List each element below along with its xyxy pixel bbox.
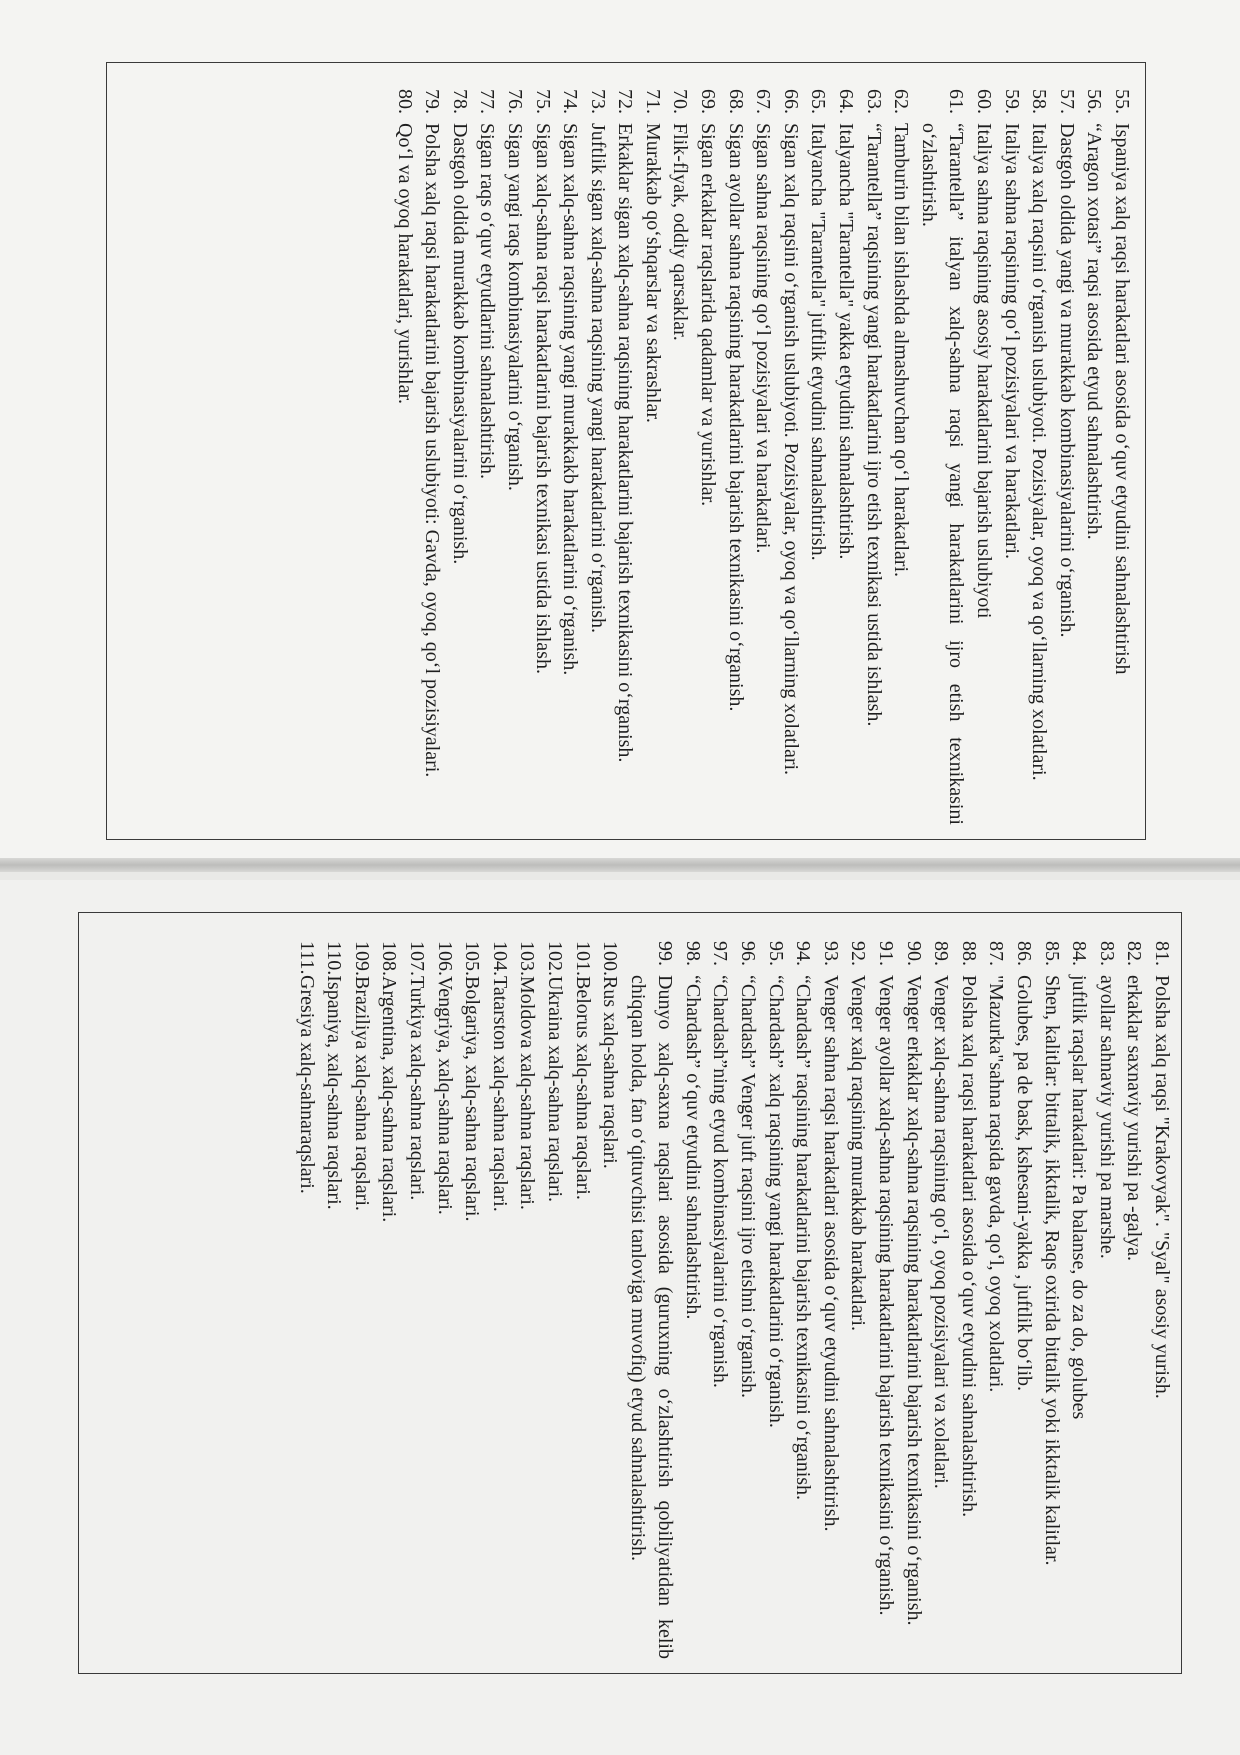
list-item: [982, 941, 1010, 1659]
item-number: 56.: [1083, 89, 1106, 114]
item-number: 71.: [641, 89, 664, 114]
item-text: Sigan raqs o‘quv etyudlarini sahnalashtirish.: [476, 123, 499, 480]
item-text: Ukraina xalq-sahna raqslari.: [543, 976, 566, 1203]
item-text: ayollar sahnaviy yurishi pa marshe.: [1095, 975, 1118, 1259]
list-item: [859, 89, 887, 825]
list-item: [583, 89, 611, 825]
item-number: 95.: [764, 941, 787, 966]
item-number: 102.: [543, 941, 566, 976]
item-text: Venger erkaklar xalq-sahna raqsining harakatlarini bajarish texnikasini o‘rganish.: [902, 975, 925, 1626]
item-text: Bolgariya, xalq-sahna raqslari.: [461, 976, 484, 1222]
list-item: [485, 941, 513, 1659]
item-number: 64.: [835, 89, 858, 114]
list-item: [623, 941, 678, 1659]
list-item: [1025, 89, 1053, 825]
item-number: 108.: [378, 941, 401, 976]
list-item: [914, 89, 969, 825]
item-number: 63.: [862, 89, 885, 114]
item-text: Argentina, xalq-sahna raqslari.: [378, 976, 401, 1223]
item-number: 93.: [819, 941, 842, 966]
item-text: Venger sahna raqsi harakatlari asosida o‘quv etyudini sahnalashtirish.: [819, 975, 842, 1532]
item-text: Sigan yangi raqs kombinasiyalarini o‘rganish.: [503, 123, 526, 491]
item-number: 61.: [945, 89, 968, 114]
list-item: [292, 941, 320, 1659]
list-item: [445, 89, 473, 825]
list-item: [1120, 941, 1148, 1659]
item-text: Golubes, pa de bask, kshesani-yakka , juftlik bo‘lib.: [1013, 975, 1036, 1392]
list-item: [611, 89, 639, 825]
item-number: 98.: [681, 941, 704, 966]
list-item: [899, 941, 927, 1659]
item-number: 85.: [1040, 941, 1063, 966]
item-number: 65.: [807, 89, 830, 114]
item-text: Belorus xalq-sahna raqslari.: [571, 976, 594, 1200]
item-number: 94.: [792, 941, 815, 966]
item-number: 80.: [393, 89, 416, 114]
item-text: “Chardash” Venger juft raqsini ijro etishni o‘rganish.: [737, 975, 760, 1399]
list-item: [761, 941, 789, 1659]
item-text: Braziliya xalq-sahna raqslari.: [350, 976, 373, 1211]
list-item: [734, 941, 762, 1659]
item-text: Ispaniya, xalq-sahna raqslari.: [323, 975, 346, 1210]
item-text: Polsha xalq raqsi harakatlarini bajarish uslubiyoti: Gavda, oyoq, qo‘l pozisiyalari.: [421, 123, 444, 778]
list-item: [320, 941, 348, 1659]
item-number: 103.: [516, 941, 539, 976]
item-text: Sigan xalq-sahna raqsi harakatlarini bajarish texnikasi ustida ishlash.: [531, 123, 554, 674]
item-number: 109.: [350, 941, 373, 976]
item-number: 57.: [1055, 89, 1078, 114]
list-item: [706, 941, 734, 1659]
item-text: Dastgoh oldida murakkab kombinasiyalarini o‘rganish.: [448, 123, 471, 565]
item-text: "Mazurka"sahna raqsida gavda, qo‘l, oyoq xolatlari.: [985, 975, 1008, 1393]
item-text: Vengriya, xalq-sahna raqslari.: [433, 976, 456, 1215]
list-item: [997, 89, 1025, 825]
item-number: 87.: [985, 941, 1008, 966]
item-number: 88.: [957, 941, 980, 966]
list-item: [638, 89, 666, 825]
item-number: 107.: [405, 941, 428, 976]
item-text: Murakkab qo‘shqarslar va sakrashlar.: [641, 123, 664, 423]
item-text: “Chardash”ning etyud kombinasiyalarini o‘rganish.: [709, 975, 732, 1388]
list-item: [375, 941, 403, 1659]
list-item: [500, 89, 528, 825]
item-number: 60.: [973, 89, 996, 114]
list-item: [1107, 89, 1135, 825]
item-text: “Tarantella” raqsining yangi harakatlarini ijro etish texnikasi ustida ishlash.: [862, 123, 885, 727]
item-text: Italiya xalq raqsini o‘rganish uslubiyoti. Pozisiyalar, oyoq va qo‘llarning xolatlari.: [1028, 123, 1051, 781]
item-number: 68.: [724, 89, 747, 114]
item-text: Venger xalq raqsining murakkab harakatlari.: [847, 975, 870, 1331]
item-number: 97.: [709, 941, 732, 966]
item-number: 105.: [461, 941, 484, 976]
list-item: [666, 89, 694, 825]
item-number: 84.: [1068, 941, 1091, 966]
item-number: 72.: [614, 89, 637, 114]
item-text: erkaklar saxnaviy yurishi pa -galya.: [1123, 975, 1146, 1262]
list-item: [390, 89, 418, 825]
item-number: 96.: [737, 941, 760, 966]
item-text: Gresiya xalq-sahnaraqslari.: [295, 975, 318, 1194]
list-item: [1147, 941, 1175, 1659]
upper-topic-list: [107, 63, 1145, 839]
item-text: Polsha xalq raqsi harakatlari asosida o‘quv etyudini sahnalashtirish.: [957, 975, 980, 1518]
item-text: Tatarston xalq-sahna raqslari.: [488, 976, 511, 1212]
item-text: Moldova xalq-sahna raqslari.: [516, 976, 539, 1210]
item-text: Qo‘l va oyoq harakatlari, yurishlar.: [393, 123, 416, 405]
item-number: 86.: [1013, 941, 1036, 966]
list-item: [540, 941, 568, 1659]
item-number: 111.: [295, 941, 318, 975]
item-text: juftlik raqslar harakatlari: Pa balanse, do za do, golubes: [1068, 975, 1091, 1420]
item-text: Dastgoh oldida yangi va murakkab kombinasiyalarini o‘rganish.: [1055, 123, 1078, 638]
list-item: [678, 941, 706, 1659]
lower-topic-list: [79, 913, 1181, 1673]
item-number: 82.: [1123, 941, 1146, 966]
list-item: [568, 941, 596, 1659]
list-item: [430, 941, 458, 1659]
item-number: 104.: [488, 941, 511, 976]
item-number: 91.: [875, 941, 898, 966]
item-number: 66.: [779, 89, 802, 114]
item-number: 76.: [503, 89, 526, 114]
item-text: Italyancha "Tarantella" yakka etyudini sahnalashtirish.: [835, 123, 858, 560]
list-item: [804, 89, 832, 825]
item-number: 89.: [930, 941, 953, 966]
item-text: Italiya sahna raqsining asosiy harakatlarini bajarish uslubiyoti: [973, 123, 996, 619]
item-number: 78.: [448, 89, 471, 114]
item-number: 59.: [1000, 89, 1023, 114]
list-item: [1037, 941, 1065, 1659]
list-item: [844, 941, 872, 1659]
page-fold: [0, 858, 1240, 872]
item-number: 92.: [847, 941, 870, 966]
item-text: Rus xalq-sahna raqslari.: [599, 976, 622, 1169]
item-number: 55.: [1111, 89, 1133, 114]
upper-text-frame: [106, 62, 1146, 840]
list-item: [721, 89, 749, 825]
item-number: 99.: [654, 941, 677, 966]
list-item: [418, 89, 446, 825]
item-text: Sigan xalq-sahna raqsining yangi murakkakb harakatlarini o‘rganish.: [559, 123, 582, 676]
item-text: Italyancha "Tarantella" juftlik etyudini sahnalashtirish.: [807, 123, 830, 561]
list-item: [458, 941, 486, 1659]
list-item: [749, 89, 777, 825]
list-item: [831, 89, 859, 825]
item-text: Italiya sahna raqsining qo‘l pozisiyalari va harakatlari.: [1000, 123, 1023, 559]
list-item: [513, 941, 541, 1659]
item-number: 69.: [697, 89, 720, 114]
list-item: [402, 941, 430, 1659]
list-item: [1065, 941, 1093, 1659]
list-item: [347, 941, 375, 1659]
item-text: Venger ayollar xalq-sahna raqsining harakatlarini bajarish texnikasini o‘rganish.: [875, 975, 898, 1616]
list-item: [789, 941, 817, 1659]
item-text: Tamburin bilan ishlashda almashuvchan qo‘l harakatlari.: [890, 123, 913, 578]
item-text: “Chardash” xalq raqsining yangi harakatlarini o‘rganish.: [764, 975, 787, 1428]
item-number: 58.: [1028, 89, 1051, 114]
item-text: Polsha xalq raqsi "Krakovyak". "Syal" asosiy yurish.: [1151, 975, 1173, 1399]
item-text: Erkaklar sigan xalq-sahna raqsining harakatlarini bajarish texnikasini o‘rganish.: [614, 123, 637, 763]
item-text: Shen, kalitlar: bittalik, ikktalik, Raqs oxirida bittalik yoki ikktalik kalitlar.: [1040, 975, 1063, 1566]
item-number: 67.: [752, 89, 775, 114]
item-text: Flik-flyak, oddiy qarsaklar.: [669, 123, 692, 341]
list-item: [954, 941, 982, 1659]
item-number: 75.: [531, 89, 554, 114]
item-text: “Chardash” o‘quv etyudini sahnalashtirish.: [681, 975, 704, 1320]
item-number: 81.: [1151, 941, 1173, 966]
list-item: [1092, 941, 1120, 1659]
list-item: [596, 941, 624, 1659]
list-item: [887, 89, 915, 825]
item-text: Sigan sahna raqsining qo‘l pozisiyalari va harakatlari.: [752, 123, 775, 554]
list-item: [776, 89, 804, 825]
item-text: Turkiya xalq-sahna raqslari.: [405, 976, 428, 1201]
item-number: 74.: [559, 89, 582, 114]
item-number: 110.: [323, 941, 346, 976]
item-number: 101.: [571, 941, 594, 976]
list-item: [1080, 89, 1108, 825]
item-text: “Aragon xotasi” raqsi asosida etyud sahnalashtirish.: [1083, 123, 1106, 540]
item-text: “Chardash” raqsining harakatlarini bajarish texnikasini o‘rganish.: [792, 975, 815, 1501]
item-number: 70.: [669, 89, 692, 114]
lower-text-frame: [78, 912, 1182, 1674]
list-item: [927, 941, 955, 1659]
list-item: [528, 89, 556, 825]
item-text: Juftlik sigan xalq-sahna raqsining yangi harakatlarini o‘rganish.: [586, 123, 609, 634]
item-number: 83.: [1095, 941, 1118, 966]
item-number: 73.: [586, 89, 609, 114]
item-number: 77.: [476, 89, 499, 114]
item-text: Ispaniya xalq raqsi harakatlari asosida o‘quv etyudini sahnalashtirish: [1111, 123, 1133, 675]
item-text: Sigan erkaklar raqslarida qadamlar va yurishlar.: [697, 123, 720, 507]
item-number: 100.: [599, 941, 622, 976]
item-number: 79.: [421, 89, 444, 114]
item-number: 106.: [433, 941, 456, 976]
item-text: Dunyo xalq-saxna raqslari asosida (guruxning o‘zlashtirish qobiliyatidan kelib chiqqan holda, fan o‘qituvchisi tanloviga muvofiq) etyud sahnalashtirish.: [626, 975, 677, 1659]
list-item: [969, 89, 997, 825]
item-text: Venger xalq-sahna raqsining qo‘l, oyoq pozisiyalari va xolatlari.: [930, 975, 953, 1489]
list-item: [473, 89, 501, 825]
list-item: [871, 941, 899, 1659]
item-number: 62.: [890, 89, 913, 114]
list-item: [556, 89, 584, 825]
list-item: [1052, 89, 1080, 825]
item-text: Sigan ayollar sahna raqsining harakatlarini bajarish texnikasini o‘rganish.: [724, 123, 747, 712]
item-number: 90.: [902, 941, 925, 966]
list-item: [694, 89, 722, 825]
list-item: [816, 941, 844, 1659]
list-item: [1009, 941, 1037, 1659]
item-text: Sigan xalq raqsini o‘rganish uslubiyoti. Pozisiyalar, oyoq va qo‘llarning xolatlari.: [779, 123, 802, 776]
item-text: “Tarantella” italyan xalq-sahna raqsi yangi harakatlarini ijro etish texnikasini o‘zlashtirish.: [917, 123, 968, 825]
